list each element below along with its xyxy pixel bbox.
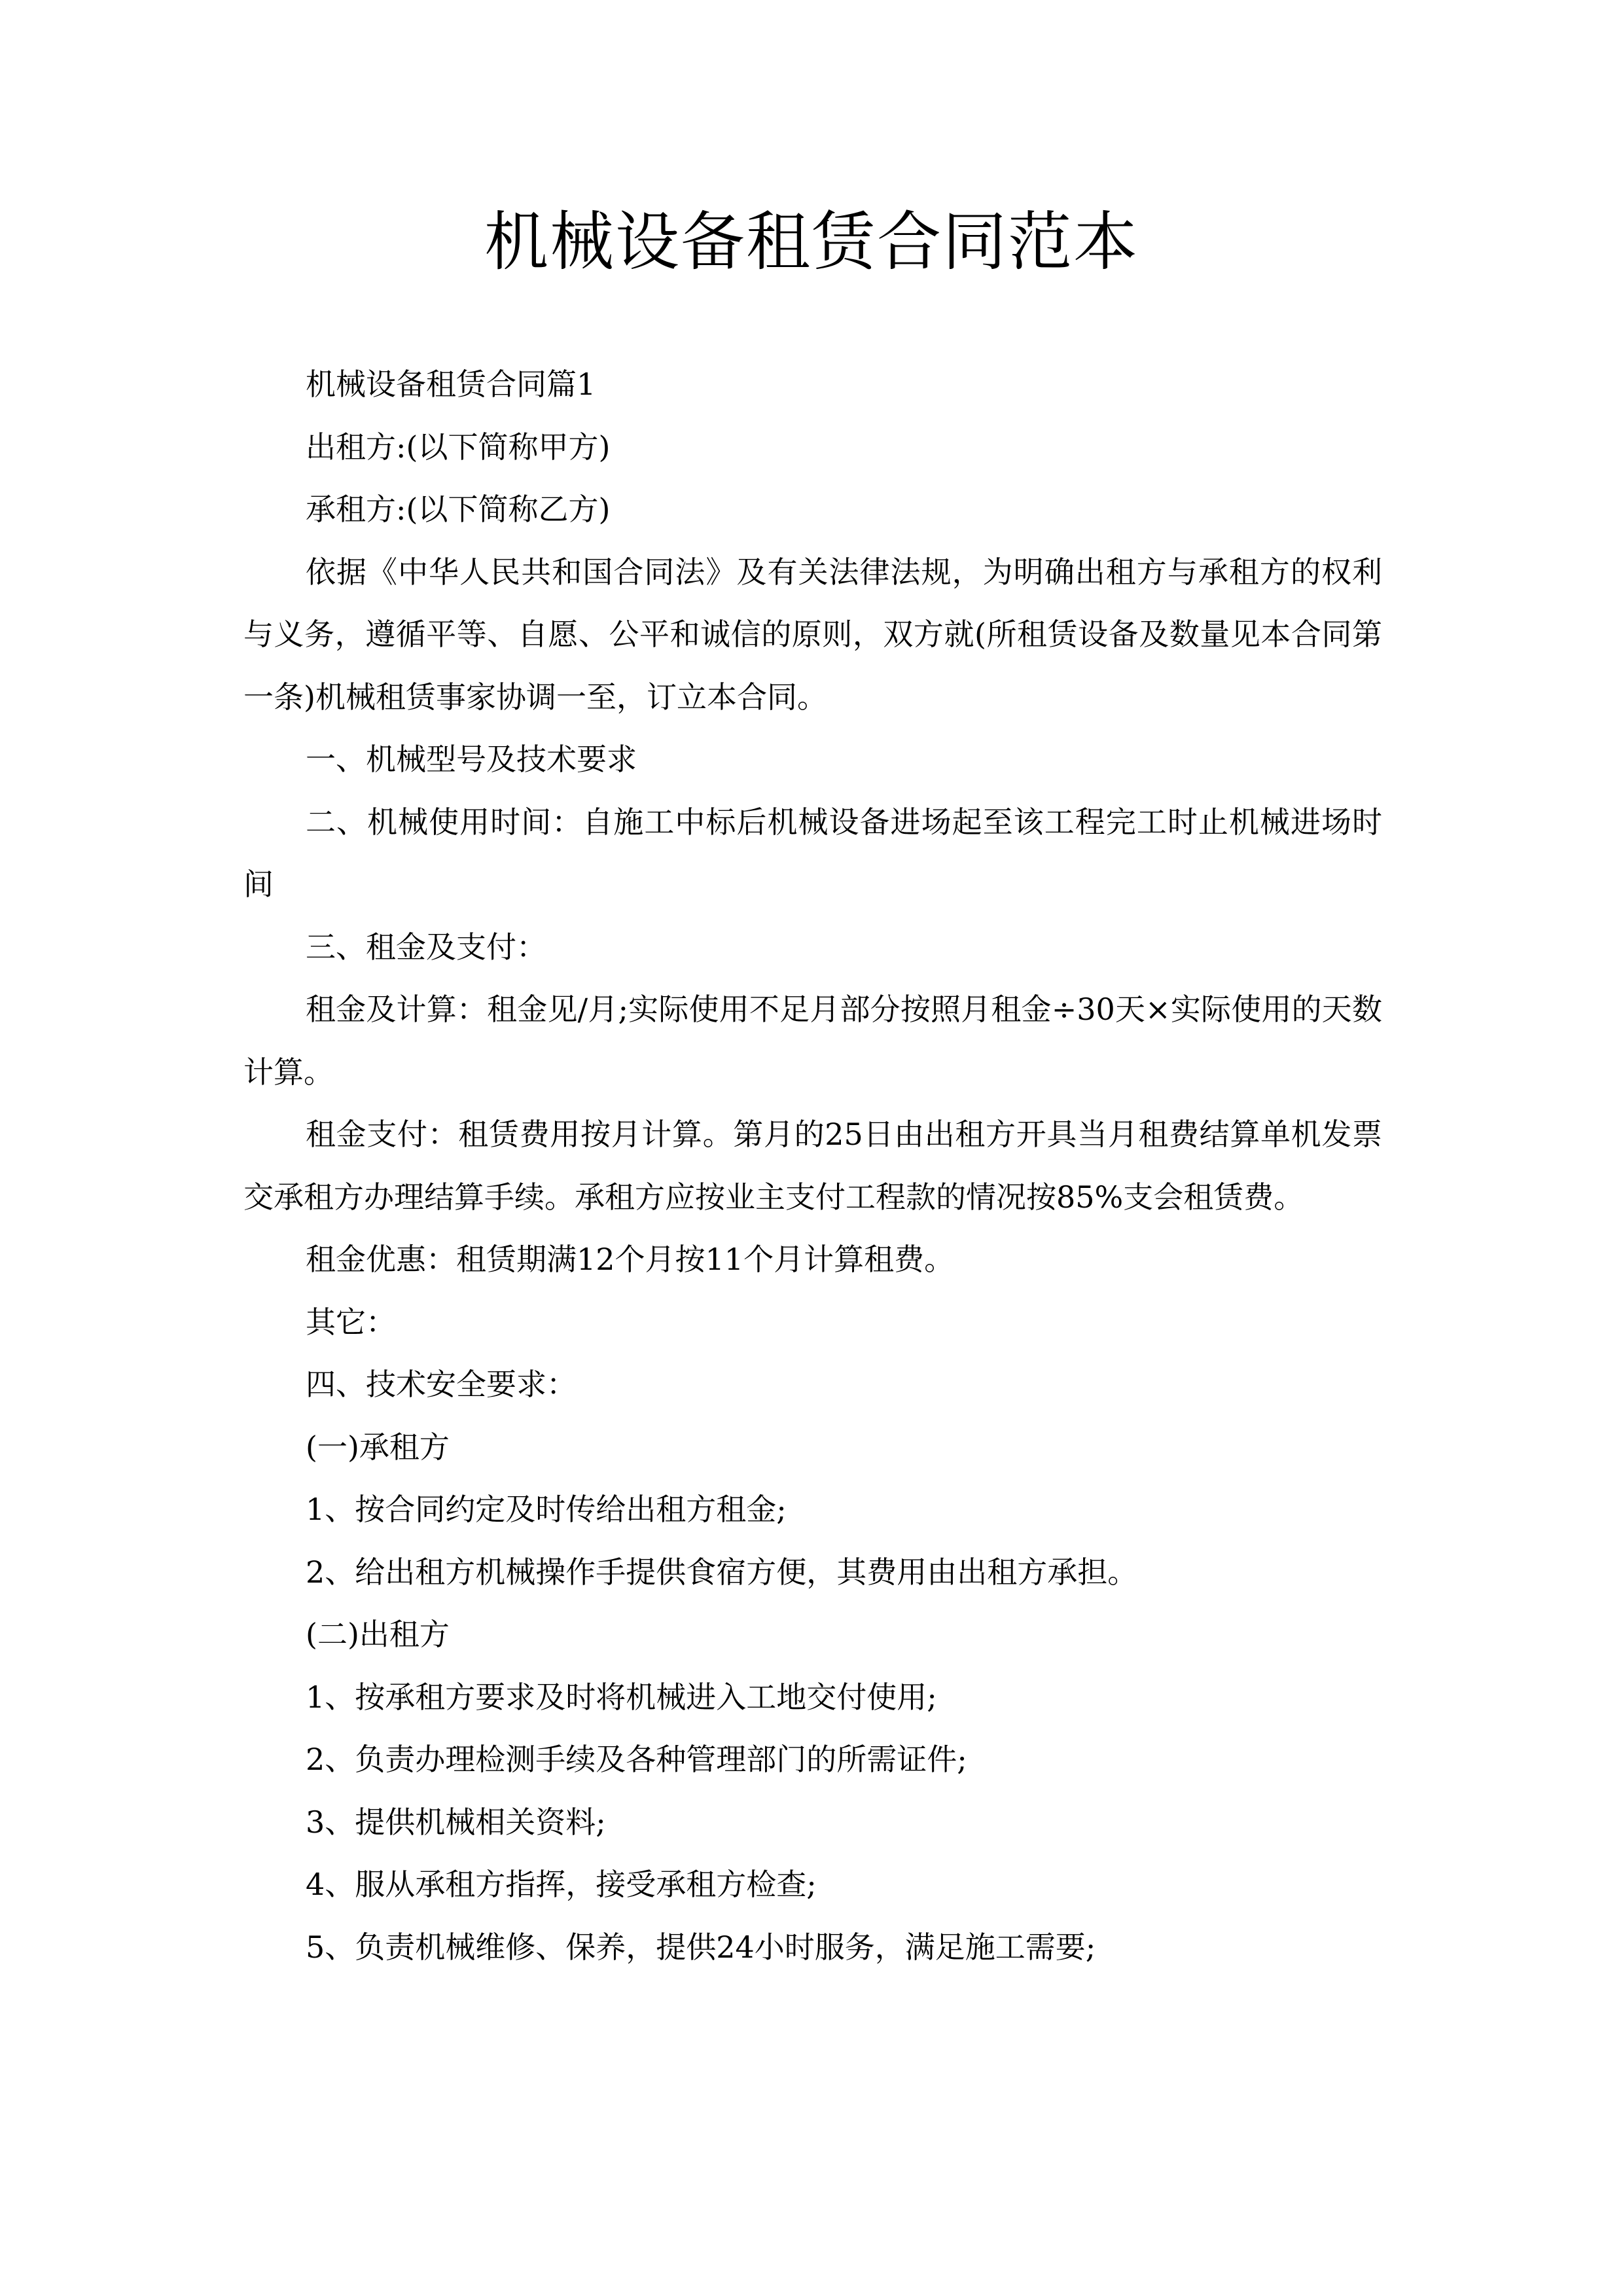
paragraph-other: 其它： [306,1304,396,1340]
section-1-heading: 一、机械型号及技术要求 [306,742,637,777]
paragraph-rent-calculation: 租金及计算：租金见/月;实际使用不足月部分按照月租金÷30天×实际使用的天数计算。 [243,992,1382,1090]
subsection-lessor: (二)出租方 [306,1617,450,1652]
paragraph-rent-discount: 租金优惠：租赁期满12个月按11个月计算租费。 [306,1242,955,1277]
paragraph-lessor: 出租方:(以下简称甲方) [306,429,611,465]
lessor-item-4: 4、服从承租方指挥，接受承租方检查; [306,1867,817,1902]
section-2-usage-time: 二、机械使用时间：自施工中标后机械设备进场起至该工程完工时止机械进场时间 [243,804,1382,902]
section-3-heading: 三、租金及支付： [306,929,546,965]
paragraph-rent-payment: 租金支付：租赁费用按月计算。第月的25日由出租方开具当月租费结算单机发票交承租方办理结算手续。承租方应按业主支付工程款的情况按85%支会租赁费。 [243,1117,1382,1215]
lessor-item-5: 5、负责机械维修、保养，提供24小时服务，满足施工需要; [306,1929,1096,1965]
paragraph-lessee: 承租方:(以下简称乙方) [306,492,611,527]
document-title: 机械设备租赁合同范本 [484,205,1139,279]
paragraph-preamble: 依据《中华人民共和国合同法》及有关法律法规，为明确出租方与承租方的权利与义务，遵循平等、自愿、公平和诚信的原则，双方就(所租赁设备及数量见本合同第一条)机械租赁事家协调一至，订立本合同。 [243,554,1382,715]
lessee-item-2: 2、给出租方机械操作手提供食宿方便，其费用由出租方承担。 [306,1554,1138,1590]
lessor-item-1: 1、按承租方要求及时将机械进入工地交付使用; [306,1679,937,1715]
lessor-item-2: 2、负责办理检测手续及各种管理部门的所需证件; [306,1742,967,1777]
section-4-heading: 四、技术安全要求： [306,1367,577,1402]
lessee-item-1: 1、按合同约定及时传给出租方租金; [306,1492,787,1527]
lessor-item-3: 3、提供机械相关资料; [306,1804,606,1840]
subsection-lessee: (一)承租方 [306,1429,450,1465]
document-body [243,353,1382,1979]
paragraph-contract-heading: 机械设备租赁合同篇1 [306,367,596,402]
